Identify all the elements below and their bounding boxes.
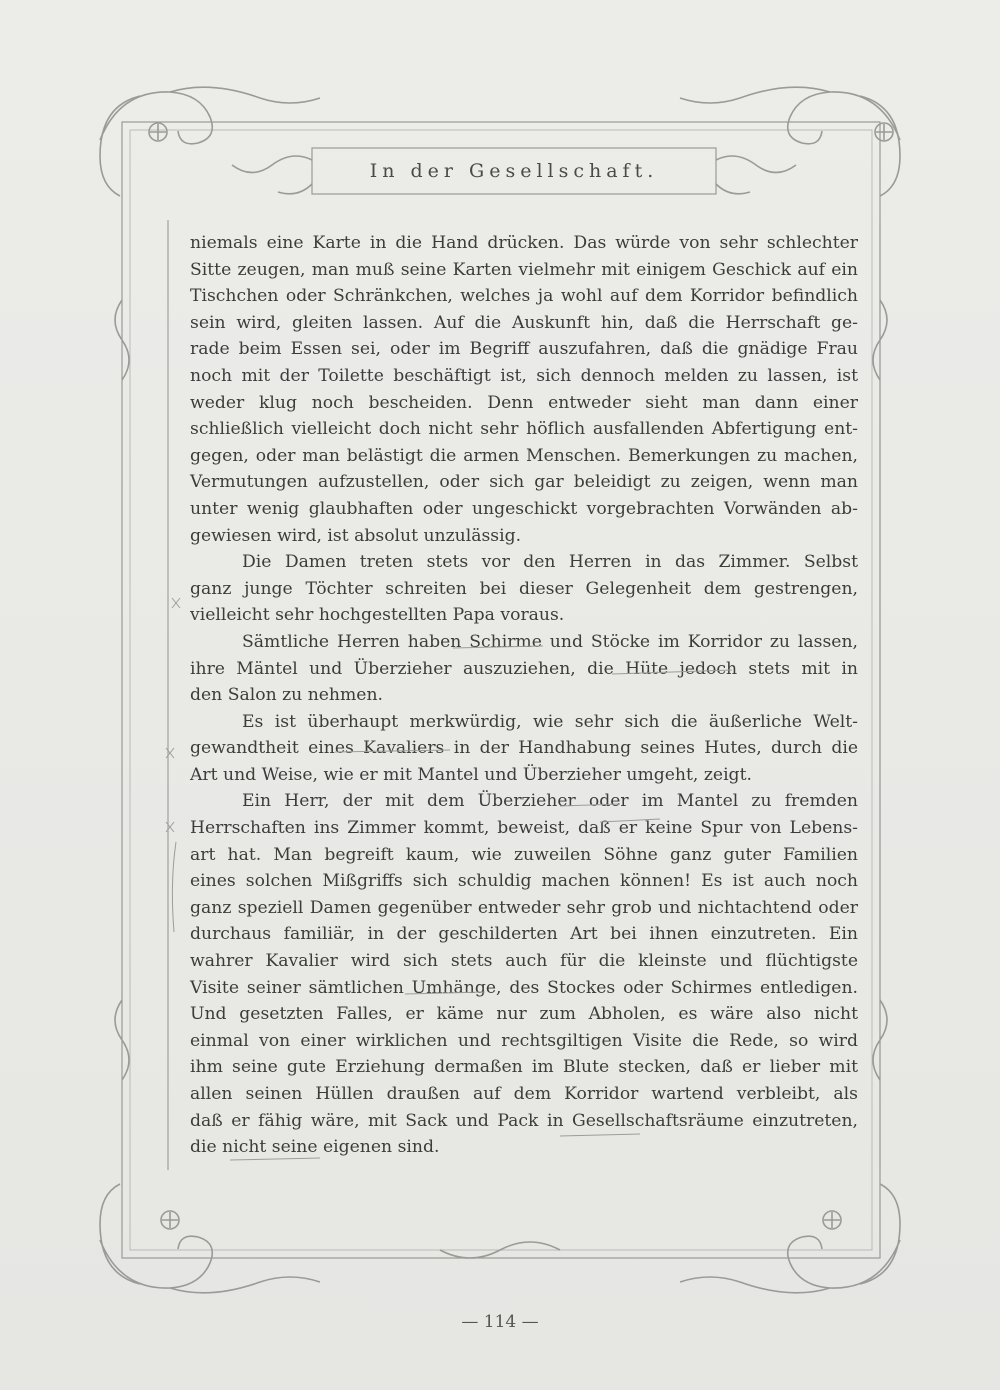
page-number: — 114 — xyxy=(461,1312,539,1332)
text-line: Ein Herr, der mit dem Überzieher oder im Mantel zu fremden xyxy=(242,791,858,812)
text-line: art hat. Man begreift kaum, wie zuweilen Söhne ganz guter Familien xyxy=(190,844,858,865)
text-line: ganz speziell Damen gegenüber entweder sehr grob und nichtachtend oder xyxy=(190,897,858,918)
text-line: noch mit der Toilette beschäftigt ist, sich dennoch melden zu lassen, ist xyxy=(190,365,858,386)
text-line: Herrschaften ins Zimmer kommt, beweist, daß er keine Spur von Lebens- xyxy=(190,818,858,839)
text-line: Sitte zeugen, man muß seine Karten vielmehr mit einigem Geschick auf ein xyxy=(190,259,858,280)
text-line: ihre Mäntel und Überzieher auszuziehen, die Hüte jedoch stets mit in xyxy=(190,658,858,679)
text-line: gegen, oder man belästigt die armen Menschen. Bemerkungen zu machen, xyxy=(190,445,858,466)
text-line: sein wird, gleiten lassen. Auf die Auskunft hin, daß die Herrschaft ge- xyxy=(190,312,858,333)
text-line: den Salon zu nehmen. xyxy=(190,685,384,706)
text-line: gewandtheit eines Kavaliers in der Handhabung seines Hutes, durch die xyxy=(190,738,858,759)
text-line: rade beim Essen sei, oder im Begriff auszufahren, daß die gnädige Frau xyxy=(190,339,858,360)
text-line: Vermutungen aufzustellen, oder sich gar beleidigt zu zeigen, wenn man xyxy=(190,472,858,493)
text-line: daß er fähig wäre, mit Sack und Pack in Gesellschaftsräume einzutreten, xyxy=(190,1110,858,1131)
page-title: In der Gesellschaft. xyxy=(369,160,659,182)
text-line: vielleicht sehr hochgestellten Papa voraus. xyxy=(190,605,565,626)
text-line: ihm seine gute Erziehung dermaßen im Blute stecken, daß er lieber mit xyxy=(190,1057,858,1078)
text-line: wahrer Kavalier wird sich stets auch für die kleinste und flüchtigste xyxy=(190,951,858,972)
text-line: durchaus familiär, in der geschilderten Art bei ihnen einzutreten. Ein xyxy=(190,924,858,945)
text-line: Die Damen treten stets vor den Herren in das Zimmer. Selbst xyxy=(242,552,858,573)
text-line: Und gesetzten Falles, er käme nur zum Abholen, es wäre also nicht xyxy=(190,1004,858,1025)
text-line: weder klug noch bescheiden. Denn entweder sieht man dann einer xyxy=(190,392,858,413)
text-line: gewiesen wird, ist absolut unzulässig. xyxy=(190,525,522,546)
text-line: unter wenig glaubhaften oder ungeschickt vorgebrachten Vorwänden ab- xyxy=(190,498,858,519)
text-line: Visite seiner sämtlichen Umhänge, des Stockes oder Schirmes entledigen. xyxy=(190,977,858,998)
text-line: Art und Weise, wie er mit Mantel und Überzieher umgeht, zeigt. xyxy=(190,764,752,785)
text-line: niemals eine Karte in die Hand drücken. Das würde von sehr schlechter xyxy=(190,233,858,253)
text-line: Tischchen oder Schränkchen, welches ja wohl auf dem Korridor befindlich xyxy=(190,286,858,307)
text-line: Es ist überhaupt merkwürdig, wie sehr sich die äußerliche Welt- xyxy=(242,711,858,732)
text-line: ganz junge Töchter schreiten bei dieser Gelegenheit dem gestrengen, xyxy=(190,578,858,599)
text-line: eines solchen Mißgriffs sich schuldig machen können! Es ist auch noch xyxy=(190,871,858,892)
text-line: einmal von einer wirklichen und rechtsgiltigen Visite die Rede, so wird xyxy=(190,1030,858,1051)
text-line: Sämtliche Herren haben Schirme und Stöcke im Korridor zu lassen, xyxy=(242,631,858,652)
text-line: die nicht seine eigenen sind. xyxy=(190,1137,440,1158)
text-line: allen seinen Hüllen draußen auf dem Korridor wartend verbleibt, als xyxy=(190,1084,858,1104)
text-line: schließlich vielleicht doch nicht sehr höflich ausfallenden Abfertigung ent- xyxy=(190,419,858,440)
